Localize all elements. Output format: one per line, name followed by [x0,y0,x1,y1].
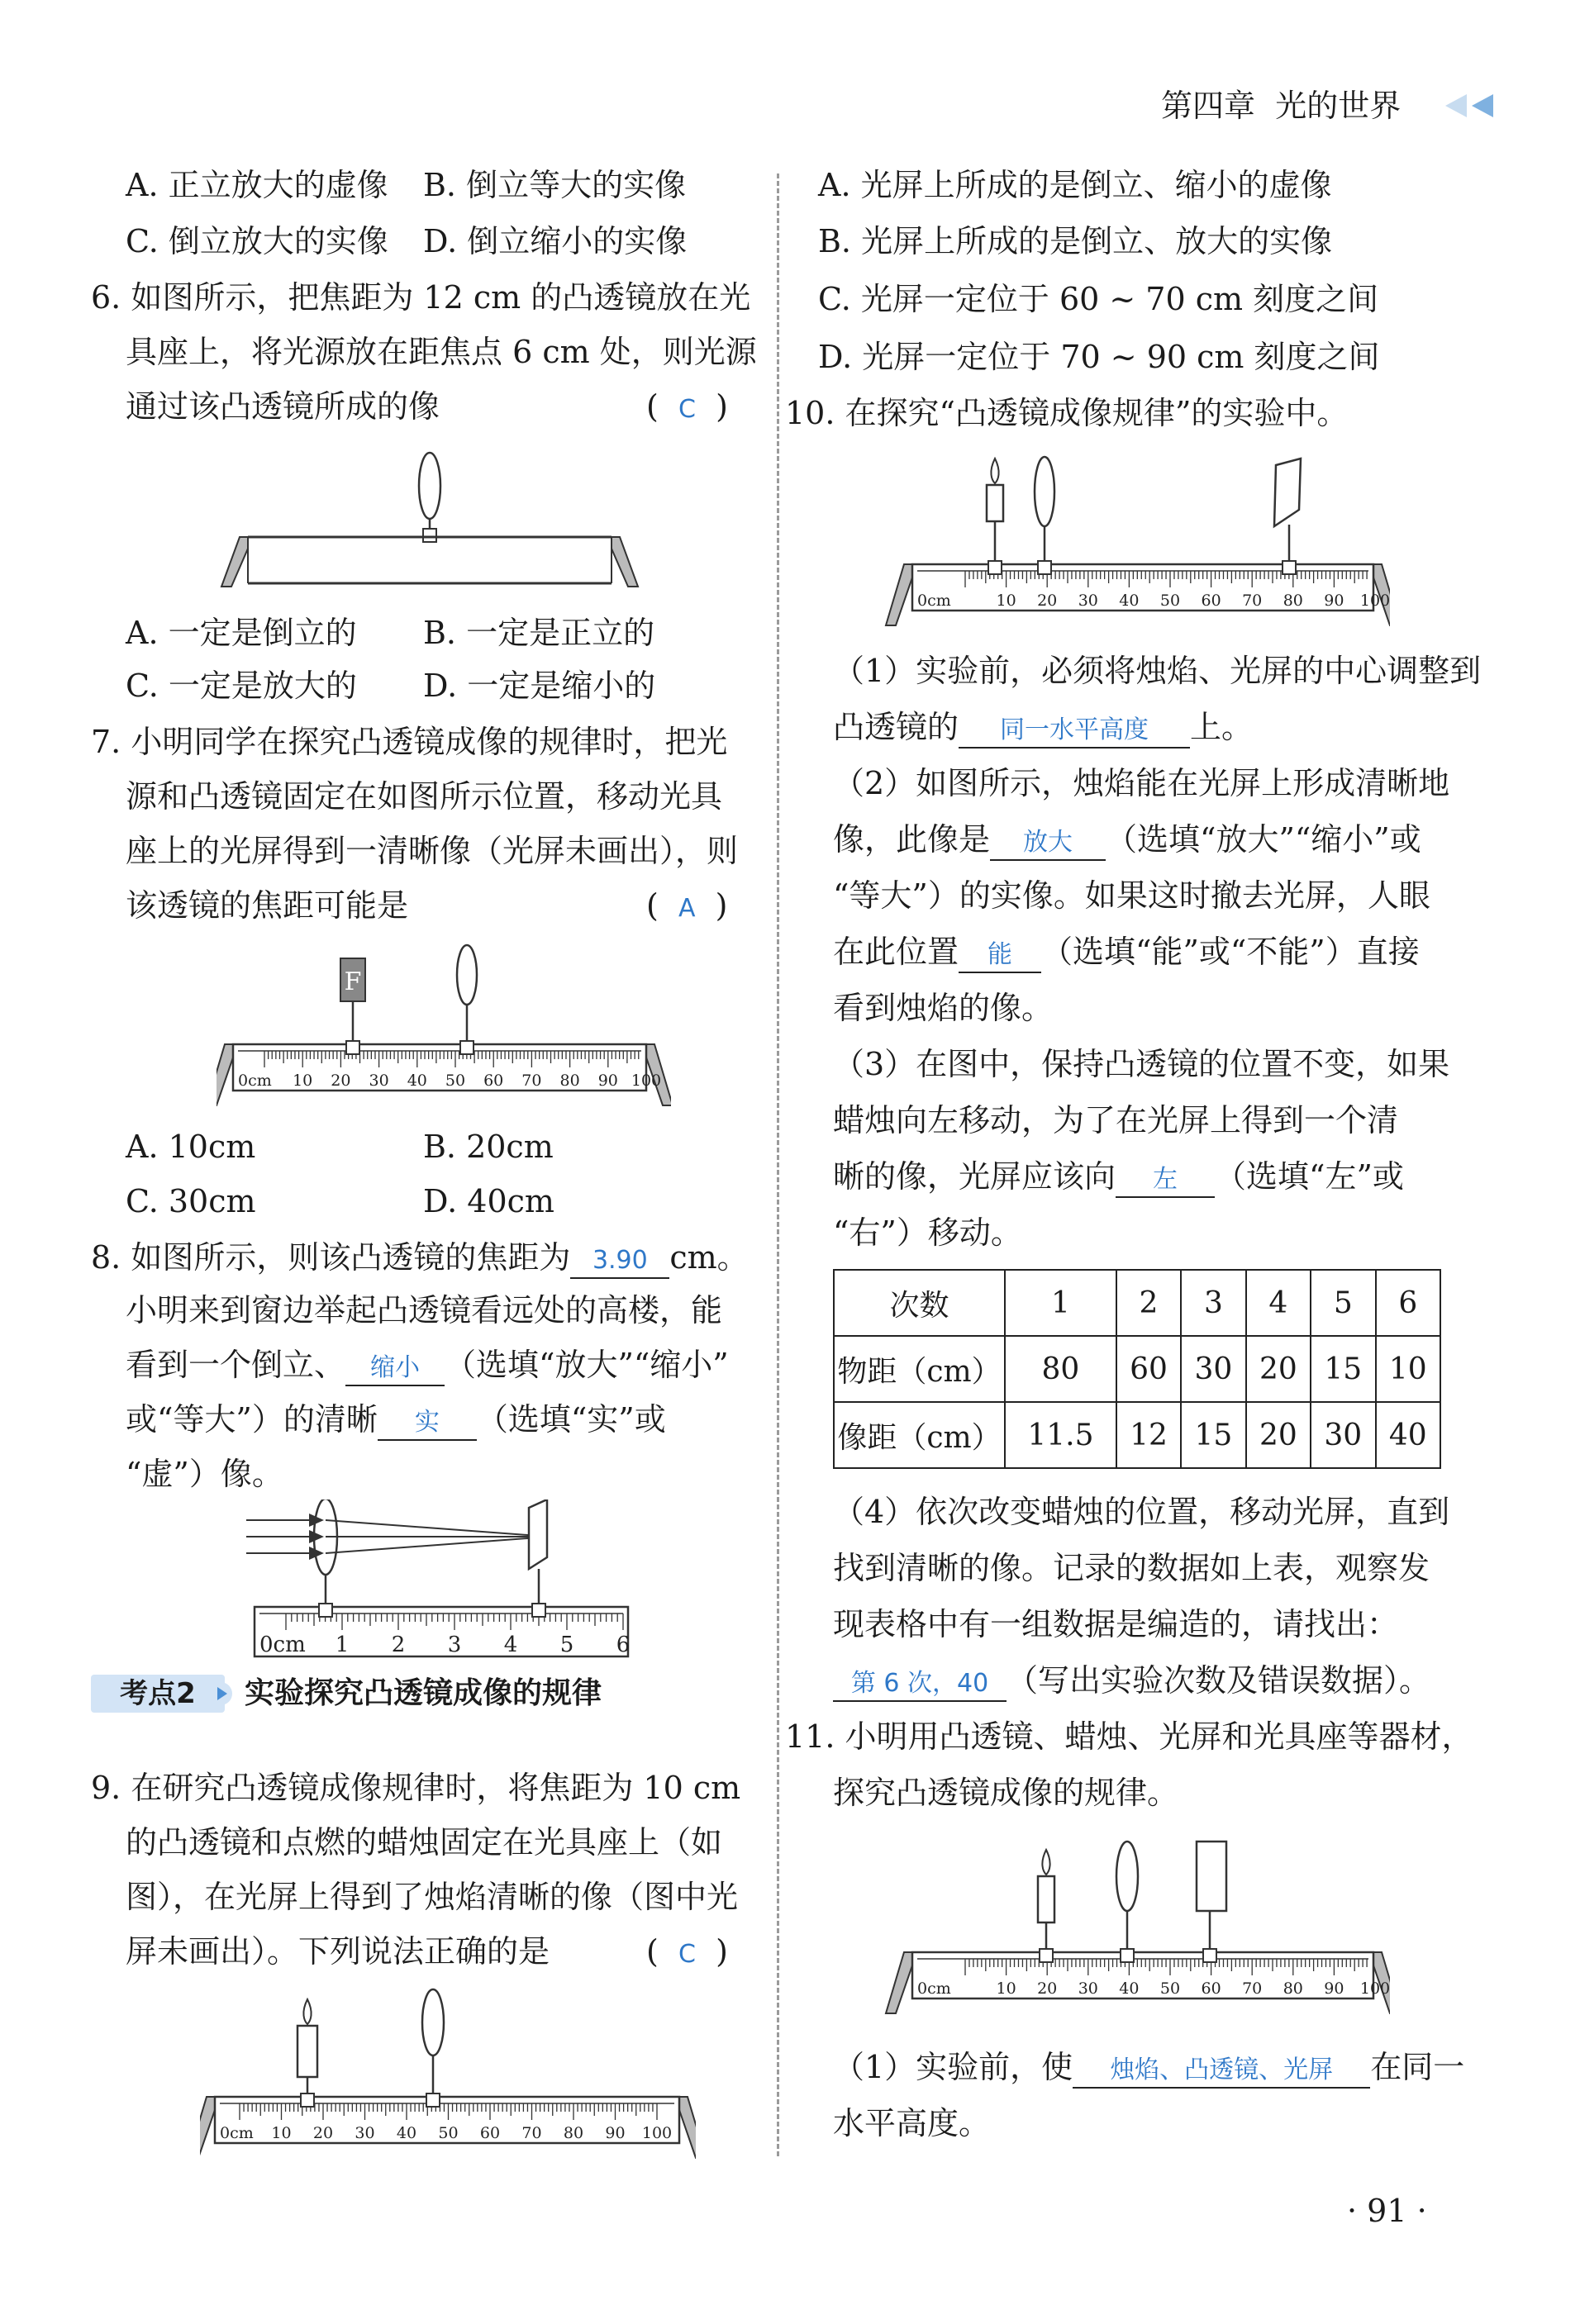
ruler-tick-label: 60 [1201,592,1221,610]
q7-option-d: D. 40cm [423,1183,554,1219]
q8-line-5: “虚”）像。 [126,1456,283,1492]
column-divider [777,173,779,2156]
q10-p3-line-4: “右”）移动。 [833,1214,1022,1251]
q10-p3-line-3: 晰的像，光屏应该向 左 （选填“左”或 [833,1157,1404,1198]
page-number: · 91 · [1347,2193,1427,2229]
q8-line-4: 或“等大”）的清晰 实 （选填“实”或 [126,1400,666,1441]
q10-data-table [833,1269,1441,1469]
q10-p2-line-5: 看到烛焰的像。 [833,990,1054,1026]
q10-p4-line-3: 现表格中有一组数据是编造的，请找出： [833,1606,1399,1642]
q10-answer-5: 第 6 次，40 [850,1669,989,1698]
ruler-tick-label: 60 [1201,1979,1221,1998]
q11-p1-line-1: （1）实验前，使 烛焰、凸透镜、光屏 在同一 [833,2047,1464,2089]
chapter-label: 第四章 [1161,88,1256,124]
q10-answer-2: 放大 [1023,828,1073,857]
ruler-tick-label: 0cm [259,1633,306,1657]
q8-line-3: 看到一个倒立、 缩小 （选填“放大”“缩小” [126,1345,729,1386]
ruler-tick-label: 50 [445,1072,466,1090]
q7-line-2: 源和凸透镜固定在如图所示位置，移动光具 [126,778,723,815]
ruler-tick-label: 0cm [917,1979,951,1998]
q8-answer-type: 实 [414,1408,440,1437]
q10-title: 10. 在探究“凸透镜成像规律”的实验中。 [785,395,1349,431]
q10-p4-line-1: （4）依次改变蜡烛的位置，移动光屏，直到 [833,1494,1450,1530]
q8-focal-length-figure [240,1499,636,1665]
q7-optical-bench-figure [217,942,671,1115]
q10-p3-line-1: （3）在图中，保持凸透镜的位置不变，如果 [833,1046,1450,1082]
ruler-tick-label: 4 [503,1633,518,1657]
q7-line-4: 该透镜的焦距可能是 [126,887,409,924]
ruler-tick-label: 80 [563,2124,584,2142]
ruler-tick-label: 70 [1242,592,1263,610]
ruler-tick-label: 90 [1324,592,1344,610]
ruler-tick-label: 50 [438,2124,459,2142]
q6-option-d: D. 一定是缩小的 [423,668,656,704]
ruler-tick-label: 30 [355,2124,375,2142]
ruler-tick-label: 100 [1359,592,1390,610]
ruler-tick-label: 80 [559,1072,580,1090]
ruler-tick-label: 10 [996,1979,1016,1998]
ruler-tick-label: 20 [331,1072,351,1090]
ruler-tick-label: 40 [1119,1979,1140,1998]
q10-p2-line-4: 在此位置 能 （选填“能”或“不能”）直接 [833,932,1420,973]
ruler-tick-label: 90 [597,1072,618,1090]
q7-line-1: 7. 小明同学在探究凸透镜成像的规律时，把光 [91,724,728,760]
table-row: 物距（cm） 80 60 30 20 15 10 [834,1336,1440,1402]
table-row: 次数 1 2 3 4 5 6 [834,1270,1440,1336]
q6-line-1: 6. 如图所示，把焦距为 12 cm 的凸透镜放在光 [91,279,751,316]
q9-line-1: 9. 在研究凸透镜成像规律时，将焦距为 10 cm [91,1770,741,1806]
q6-line-2: 具座上，将光源放在距焦点 6 cm 处，则光源 [126,334,757,370]
ruler-tick-label: 0cm [238,1072,272,1090]
ruler-tick-label: 70 [521,2124,542,2142]
q10-optical-bench-figure [878,450,1390,636]
q7-option-b: B. 20cm [423,1129,554,1165]
ruler-tick-label: 10 [996,592,1016,610]
kaodian-title: 实验探究凸透镜成像的规律 [245,1676,602,1710]
ruler-tick-label: 10 [293,1072,313,1090]
q10-p3-line-2: 蜡烛向左移动，为了在光屏上得到一个清 [833,1102,1399,1138]
header-arrows-icon [1442,93,1501,119]
q6-option-c: C. 一定是放大的 [126,668,357,704]
ruler [255,1604,630,1657]
ruler-tick-label: 30 [369,1072,389,1090]
q9-line-3: 图），在光屏上得到了烛焰清晰的像（图中光 [126,1879,739,1915]
q9-option-b: B. 光屏上所成的是倒立、放大的实像 [818,223,1333,259]
ruler-tick-label: 70 [521,1072,542,1090]
q8-answer-focal: 3.90 [592,1246,648,1275]
q11-line-1: 11. 小明用凸透镜、蜡烛、光屏和光具座等器材， [785,1718,1473,1755]
ruler-tick-label: 6 [616,1633,631,1657]
ruler-tick-label: 20 [312,2124,334,2142]
q9-line-2: 的凸透镜和点燃的蜡烛固定在光具座上（如 [126,1824,723,1861]
ruler-tick-label: 50 [1159,592,1181,610]
q11-optical-bench-figure [878,1838,1390,2024]
q9-line-4: 屏未画出）。下列说法正确的是 [126,1933,550,1970]
q11-line-2: 探究凸透镜成像的规律。 [833,1775,1179,1811]
ruler [200,2094,696,2158]
q10-answer-3: 能 [988,940,1013,969]
q7-answer: ( A ) [646,887,728,924]
ruler-tick-label: 100 [641,2124,673,2142]
q11-p1-line-2: 水平高度。 [833,2105,991,2141]
q9-optical-bench-figure [200,1983,696,2165]
q10-p2-line-2: 像，此像是 放大 （选填“放大”“缩小”或 [833,820,1421,861]
ruler [886,561,1390,625]
ruler [217,1041,671,1105]
q10-p1-line-1: （1）实验前，必须将烛焰、光屏的中心调整到 [833,653,1482,689]
ruler-tick-label: 80 [1283,592,1303,610]
ruler-tick-label: 40 [396,2124,417,2142]
kaodian-arrow-icon [211,1677,236,1710]
ruler [886,1949,1390,2013]
q10-answer-4: 左 [1153,1165,1178,1194]
q6-answer: ( C ) [646,388,728,425]
ruler-tick-label: 80 [1283,1979,1303,1998]
q5-option-a: A. 正立放大的虚像 [126,167,388,203]
q10-p4-line-4: 第 6 次，40 （写出实验次数及错误数据）。 [833,1661,1430,1702]
q9-option-c: C. 光屏一定位于 60 ~ 70 cm 刻度之间 [818,281,1379,317]
q8-line-2: 小明来到窗边举起凸透镜看远处的高楼，能 [126,1292,723,1328]
q10-p2-line-1: （2）如图所示，烛焰能在光屏上形成清晰地 [833,765,1450,801]
q5-option-d: D. 倒立缩小的实像 [423,223,688,259]
q6-option-a: A. 一定是倒立的 [126,615,357,651]
ruler-tick-label: 20 [1037,1979,1058,1998]
q6-option-b: B. 一定是正立的 [423,615,655,651]
ruler-tick-label: 20 [1037,592,1058,610]
ruler-tick-label: 60 [479,2124,501,2142]
fig7-letter: F [344,967,362,996]
kaodian-badge: 考点2 [91,1675,225,1713]
ruler-tick-label: 70 [1242,1979,1263,1998]
chapter-title: 光的世界 [1275,88,1402,124]
ruler-tick-label: 0cm [220,2124,254,2142]
ruler-tick-label: 60 [483,1072,504,1090]
q7-option-a: A. 10cm [126,1129,256,1165]
q6-optical-bench-figure [215,446,645,595]
q8-line-1: 8. 如图所示，则该凸透镜的焦距为 3.90 cm。 [91,1238,749,1279]
q7-option-c: C. 30cm [126,1183,256,1219]
q5-option-b: B. 倒立等大的实像 [423,167,687,203]
q9-answer: ( C ) [646,1933,728,1970]
ruler-tick-label: 10 [271,2124,292,2142]
ruler-tick-label: 1 [335,1633,350,1657]
ruler-tick-label: 40 [407,1072,427,1090]
ruler-tick-label: 3 [447,1633,462,1657]
ruler-tick-label: 50 [1159,1979,1181,1998]
q5-option-c: C. 倒立放大的实像 [126,223,388,259]
ruler-tick-label: 40 [1119,592,1140,610]
ruler-tick-label: 30 [1078,592,1098,610]
q11-answer-1: 烛焰、凸透镜、光屏 [1110,2055,1334,2084]
q10-p4-line-2: 找到清晰的像。记录的数据如上表，观察发 [833,1550,1430,1586]
ruler-tick-label: 100 [1359,1979,1390,1998]
ruler-tick-label: 100 [631,1072,662,1090]
q9-option-a: A. 光屏上所成的是倒立、缩小的虚像 [818,167,1332,203]
ruler-tick-label: 90 [605,2124,626,2142]
q10-p1-line-2: 凸透镜的 同一水平高度 上。 [833,707,1253,749]
q6-line-3: 通过该凸透镜所成的像 [126,388,440,425]
ruler-tick-label: 30 [1078,1979,1098,1998]
q10-p2-line-3: “等大”）的实像。如果这时撤去光屏，人眼 [833,877,1430,914]
ruler-tick-label: 0cm [917,592,951,610]
ruler-tick-label: 2 [391,1633,406,1657]
ruler-tick-label: 90 [1324,1979,1344,1998]
ruler-tick-label: 5 [559,1633,574,1657]
q8-answer-size: 缩小 [370,1353,421,1382]
q10-answer-1: 同一水平高度 [1000,715,1149,744]
q9-option-d: D. 光屏一定位于 70 ~ 90 cm 刻度之间 [818,339,1380,375]
q7-line-3: 座上的光屏得到一清晰像（光屏未画出），则 [126,833,739,869]
table-row: 像距（cm） 11.5 12 15 20 30 40 [834,1402,1440,1468]
